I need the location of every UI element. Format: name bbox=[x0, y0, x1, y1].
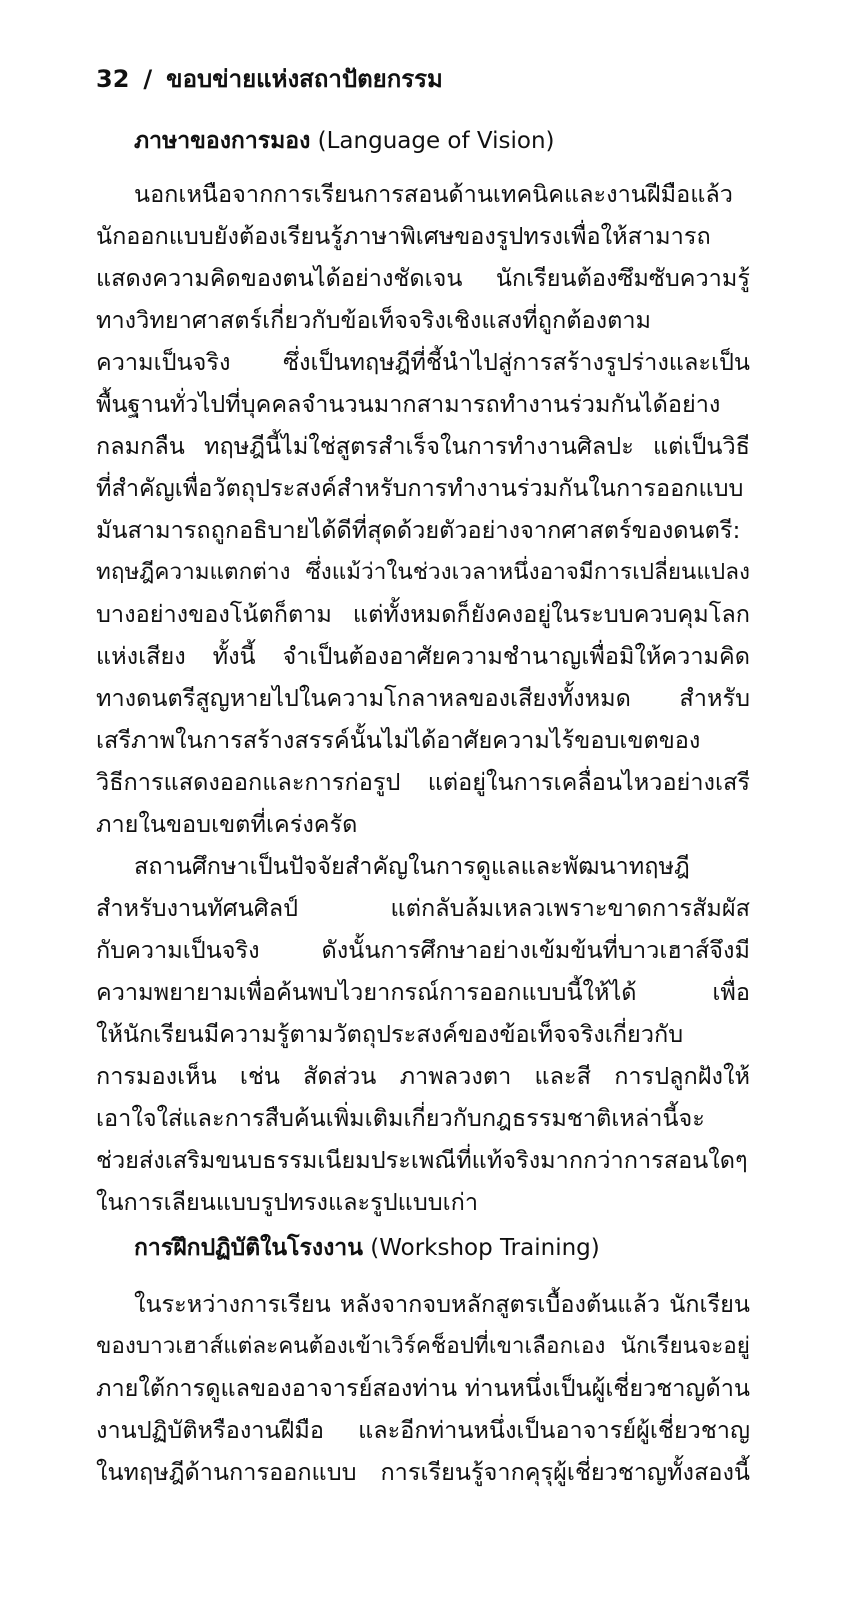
paragraph-line: กลมกลืน ทฤษฎีนี้ไม่ใช่สูตรสำเร็จในการทำงานศิลปะ แต่เป็นวิธี bbox=[96, 432, 750, 460]
paragraph-line: ทางดนตรีสูญหายไปในความโกลาหลของเสียงทั้งหมด สำหรับ bbox=[96, 684, 750, 712]
paragraph-line: ทางวิทยาศาสตร์เกี่ยวกับข้อเท็จจริงเชิงแสงที่ถูกต้องตาม bbox=[96, 306, 652, 334]
paragraph-line: ช่วยส่งเสริมขนบธรรมเนียมประเพณีที่แท้จริงมากกว่าการสอนใดๆ bbox=[96, 1146, 748, 1174]
paragraph-line: ความเป็นจริง ซึ่งเป็นทฤษฎีที่ชี้นำไปสู่การสร้างรูปร่างและเป็น bbox=[96, 348, 750, 376]
paragraph-line: ภายในขอบเขตที่เคร่งครัด bbox=[96, 810, 358, 838]
paragraph-line: วิธีการแสดงออกและการก่อรูป แต่อยู่ในการเคลื่อนไหวอย่างเสรี bbox=[96, 768, 750, 796]
paragraph-line: แสดงความคิดของตนได้อย่างชัดเจน นักเรียนต้องซึมซับความรู้ bbox=[96, 264, 750, 292]
paragraph-line: ภายใต้การดูแลของอาจารย์สองท่าน ท่านหนึ่งเป็นผู้เชี่ยวชาญด้าน bbox=[96, 1374, 750, 1402]
paragraph-line: เสรีภาพในการสร้างสรรค์นั้นไม่ได้อาศัยความไร้ขอบเขตของ bbox=[96, 726, 701, 754]
paragraph-line: นักออกแบบยังต้องเรียนรู้ภาษาพิเศษของรูปทรงเพื่อให้สามารถ bbox=[96, 222, 711, 250]
section-heading-english: (Workshop Training) bbox=[370, 1235, 600, 1261]
paragraph-line: ในทฤษฎีด้านการออกแบบ การเรียนรู้จากคุรุผู้เชี่ยวชาญทั้งสองนี้ bbox=[96, 1458, 750, 1486]
paragraph-line: ของบาวเฮาส์แต่ละคนต้องเข้าเวิร์คช็อปที่เขาเลือกเอง นักเรียนจะอยู่ bbox=[96, 1333, 750, 1359]
paragraph-line: เอาใจใส่และการสืบค้นเพิ่มเติมเกี่ยวกับกฎธรรมชาติเหล่านี้จะ bbox=[96, 1104, 705, 1132]
paragraph-line: การมองเห็น เช่น สัดส่วน ภาพลวงตา และสี การปลูกฝังให้ bbox=[96, 1062, 750, 1090]
paragraph-line: สถานศึกษาเป็นปัจจัยสำคัญในการดูแลและพัฒนาทฤษฎี bbox=[134, 852, 690, 880]
paragraph-line: พื้นฐานทั่วไปที่บุคคลจำนวนมากสามารถทำงานร่วมกันได้อย่าง bbox=[96, 390, 721, 418]
paragraph-line: งานปฏิบัติหรืองานฝีมือ และอีกท่านหนึ่งเป็นอาจารย์ผู้เชี่ยวชาญ bbox=[96, 1416, 750, 1444]
paragraph-language-of-vision-2 bbox=[96, 845, 750, 1223]
paragraph-line: ในการเลียนแบบรูปทรงและรูปแบบเก่า bbox=[96, 1188, 479, 1216]
section-heading-language-of-vision bbox=[134, 124, 555, 158]
paragraph-workshop-training-1 bbox=[96, 1283, 750, 1493]
paragraph-line: บางอย่างของโน้ตก็ตาม แต่ทั้งหมดก็ยังคงอยู่ในระบบควบคุมโลก bbox=[96, 600, 750, 628]
section-heading-english: (Language of Vision) bbox=[317, 128, 555, 154]
paragraph-line: ทฤษฎีความแตกต่าง ซึ่งแม้ว่าในช่วงเวลาหนึ่งอาจมีการเปลี่ยนแปลง bbox=[96, 559, 750, 585]
header-separator: / bbox=[143, 65, 153, 93]
running-header bbox=[96, 62, 443, 96]
page-number: 32 bbox=[96, 65, 130, 93]
paragraph-line: มันสามารถถูกอธิบายได้ดีที่สุดด้วยตัวอย่างจากศาสตร์ของดนตรี: bbox=[96, 516, 741, 544]
paragraph-line: กับความเป็นจริง ดังนั้นการศึกษาอย่างเข้มข้นที่บาวเฮาส์จึงมี bbox=[96, 936, 750, 964]
paragraph-line: ความพยายามเพื่อค้นพบไวยากรณ์การออกแบบนี้ให้ได้ เพื่อ bbox=[96, 978, 750, 1006]
paragraph-line: ให้นักเรียนมีความรู้ตามวัตถุประสงค์ของข้อเท็จจริงเกี่ยวกับ bbox=[96, 1020, 684, 1048]
section-heading-thai: การฝึกปฏิบัติในโรงงาน bbox=[134, 1235, 363, 1261]
paragraph-language-of-vision-1 bbox=[96, 173, 750, 845]
paragraph-line: ในระหว่างการเรียน หลังจากจบหลักสูตรเบื้องต้นแล้ว นักเรียน bbox=[134, 1290, 750, 1318]
paragraph-line: ที่สำคัญเพื่อวัตถุประสงค์สำหรับการทำงานร่วมกันในการออกแบบ bbox=[96, 474, 744, 502]
paragraph-line: สำหรับงานทัศนศิลป์ แต่กลับล้มเหลวเพราะขาดการสัมผัส bbox=[96, 894, 750, 922]
section-heading-workshop-training bbox=[134, 1231, 600, 1265]
book-title: ขอบข่ายแห่งสถาปัตยกรรม bbox=[166, 65, 443, 93]
section-heading-thai: ภาษาของการมอง bbox=[134, 128, 311, 154]
paragraph-line: แห่งเสียง ทั้งนี้ จำเป็นต้องอาศัยความชำนาญเพื่อมิให้ความคิด bbox=[96, 642, 750, 670]
paragraph-line: นอกเหนือจากการเรียนการสอนด้านเทคนิคและงานฝีมือแล้ว bbox=[134, 180, 733, 208]
